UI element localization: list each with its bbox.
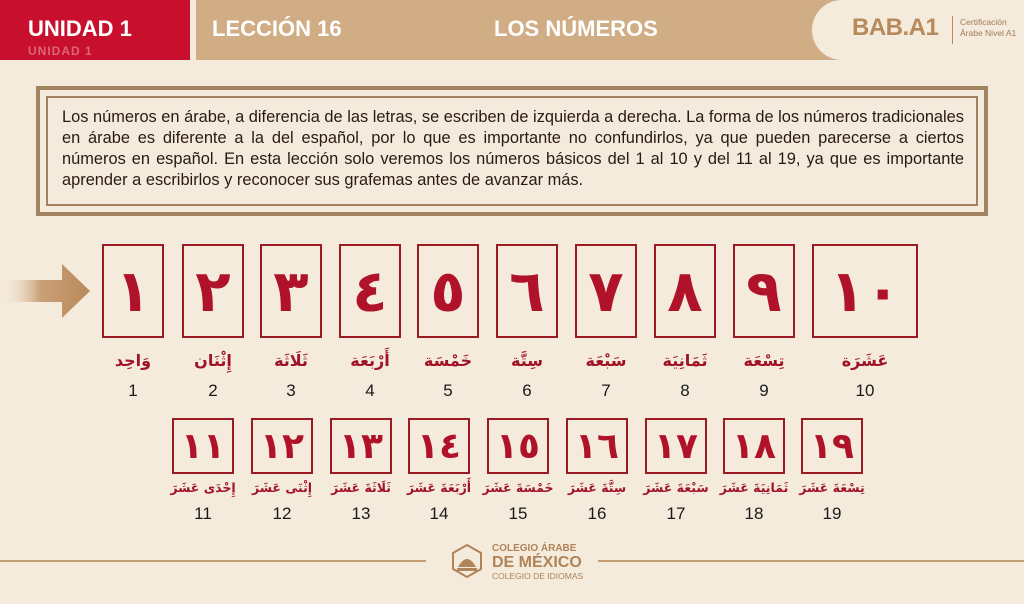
latin-number-17: 17	[666, 504, 686, 523]
latin-number-4: 4	[365, 381, 375, 400]
latin-number-5: 5	[443, 381, 453, 400]
cert-line-1: Certificación	[960, 17, 1007, 27]
school-logo-icon	[448, 543, 486, 581]
latin-number-14: 14	[429, 504, 449, 523]
number-card-12: ١٢	[251, 418, 313, 474]
arabic-word-3: ثَلَاثَة	[274, 351, 308, 370]
arabic-word-2: إِثْنَان	[194, 351, 232, 370]
unit-label: UNIDAD 1	[28, 16, 132, 41]
latin-number-16: 16	[587, 504, 607, 523]
arabic-word-12: إِثْنَى عَشَرَ	[251, 480, 313, 495]
number-card-13: ١٣	[330, 418, 392, 474]
number-card-14: ١٤	[408, 418, 470, 474]
school-name-line-2: DE MÉXICO	[492, 554, 582, 571]
arrow-right-icon	[0, 262, 92, 320]
intro-box	[36, 86, 988, 216]
number-card-10: ١٠	[812, 244, 918, 338]
latin-number-10: 10	[855, 381, 875, 400]
latin-number-15: 15	[508, 504, 528, 523]
number-card-18: ١٨	[723, 418, 785, 474]
latin-number-3: 3	[286, 381, 296, 400]
school-name	[492, 543, 583, 581]
certification-label	[960, 17, 1016, 39]
number-card-16: ١٦	[566, 418, 628, 474]
arabic-word-15: خَمْسَةَ عَشَرَ	[482, 480, 554, 495]
intro-text: Los números en árabe, a diferencia de las letras, se escriben de izquierda a derecha. La forma de los números tradicionales en árabe es diferente a la del español, por lo que es importante no confundirlos, ya que pueden parecerse a ciertos números en español. En esta lección solo veremos los números básicos del 1 al 10 y del 11 al 19, ya que es importante aprender a escribirlos y reconocer sus grafemas antes de avanzar más.	[62, 108, 964, 189]
lesson-label: LECCIÓN 16	[212, 16, 342, 41]
arabic-word-14: أَرْبَعَةَ عَشَرَ	[406, 480, 472, 495]
latin-number-13: 13	[351, 504, 371, 523]
cert-line-2: Árabe Nivel A1	[960, 28, 1017, 38]
brand-divider	[952, 16, 953, 44]
unit-label-ghost: UNIDAD 1	[28, 44, 93, 58]
arabic-word-6: سِتَّة	[511, 351, 543, 370]
latin-number-7: 7	[601, 381, 611, 400]
arabic-word-8: ثَمَانِيَة	[662, 351, 708, 370]
arabic-word-13: ثَلَاثَةَ عَشَرَ	[331, 480, 391, 495]
arabic-word-9: تِسْعَة	[743, 351, 785, 370]
arabic-word-19: تِسْعَةَ عَشَرَ	[799, 480, 865, 495]
number-card-2: ٢	[182, 244, 244, 338]
latin-number-6: 6	[522, 381, 532, 400]
latin-number-9: 9	[759, 381, 769, 400]
school-name-line-3: COLEGIO DE IDIOMAS	[492, 571, 584, 581]
number-card-7: ٧	[575, 244, 637, 338]
header-bar	[0, 0, 1024, 60]
latin-number-2: 2	[208, 381, 218, 400]
number-card-8: ٨	[654, 244, 716, 338]
unit-tab	[0, 0, 190, 60]
latin-number-8: 8	[680, 381, 690, 400]
number-card-11: ١١	[172, 418, 234, 474]
number-card-15: ١٥	[487, 418, 549, 474]
arabic-word-7: سَبْعَة	[585, 351, 627, 370]
number-card-5: ٥	[417, 244, 479, 338]
number-card-1: ١	[102, 244, 164, 338]
number-card-4: ٤	[339, 244, 401, 338]
latin-number-18: 18	[744, 504, 764, 523]
arabic-word-17: سَبْعَةَ عَشَرَ	[643, 480, 709, 495]
arabic-word-1: وَاحِد	[114, 351, 152, 370]
number-card-6: ٦	[496, 244, 558, 338]
footer-line-right	[598, 560, 1024, 562]
school-name-line-1: COLEGIO ÁRABE	[492, 543, 577, 554]
brand-logo: BAB.A1	[852, 14, 939, 41]
number-card-3: ٣	[260, 244, 322, 338]
arabic-word-16: سِتَّةَ عَشَرَ	[567, 480, 627, 495]
latin-number-12: 12	[272, 504, 292, 523]
number-card-19: ١٩	[801, 418, 863, 474]
arabic-word-10: عَشَرَة	[841, 351, 889, 370]
latin-number-19: 19	[822, 504, 842, 523]
number-card-17: ١٧	[645, 418, 707, 474]
intro-box-inner	[46, 96, 978, 206]
topic-title: LOS NÚMEROS	[494, 16, 658, 41]
arabic-word-18: ثَمَانِيَةَ عَشَرَ	[719, 480, 789, 495]
latin-number-11: 11	[194, 504, 212, 523]
latin-number-1: 1	[128, 381, 138, 400]
arabic-word-4: أَرْبَعَة	[350, 351, 390, 370]
arabic-word-11: إِحْدَى عَشَرَ	[170, 480, 236, 495]
arabic-word-5: خَمْسَة	[423, 351, 473, 370]
number-card-9: ٩	[733, 244, 795, 338]
footer-line-left	[0, 560, 426, 562]
